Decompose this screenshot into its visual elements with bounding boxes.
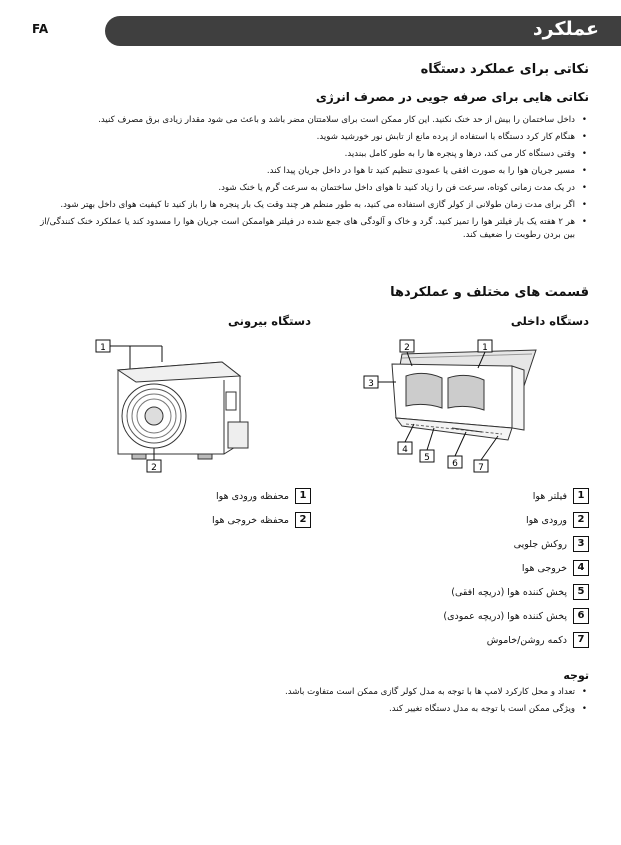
legend-number: 5	[573, 584, 589, 600]
list-item: • اگر برای مدت زمان طولانی از کولر گازی استفاده می کنید، به طور منظم هر چند وقت یک بار پنجره ها را باز کنید تا کیفیت هوای داخل بهتر شود.	[29, 199, 589, 212]
list-item: • ویژگی ممکن است با توجه به مدل دستگاه تغییر کند.	[29, 703, 589, 716]
svg-text:1: 1	[100, 343, 106, 353]
note-list	[29, 686, 589, 720]
indoor-legend	[443, 488, 589, 656]
legend-label: دکمه روشن/خاموش	[486, 634, 567, 646]
list-item: • مسیر جریان هوا را به صورت افقی یا عمودی تنظیم کنید تا هوا در داخل جریان پیدا کند.	[29, 165, 589, 178]
legend-number: 7	[573, 632, 589, 648]
legend-label: خروجی هوا	[521, 562, 567, 574]
list-item: • وقتی دستگاه کار می کند، درها و پنجره ها را به طور کامل ببندید.	[29, 148, 589, 161]
legend-label: پخش کننده هوا (دریچه افقی)	[451, 586, 567, 598]
legend-label: ورودی هوا	[525, 514, 567, 526]
legend-number: 2	[573, 512, 589, 528]
svg-text:4: 4	[402, 445, 408, 455]
section-title: نکاتی برای عملکرد دستگاه	[420, 62, 589, 77]
list-item: • داخل ساختمان را بیش از حد خنک نکنید. این کار ممکن است برای سلامتتان مضر باشد و باعث می شود مقدار زیادی برق مصرف کنید.	[29, 114, 589, 127]
list-item: • تعداد و محل کارکرد لامپ ها با توجه به مدل کولر گازی ممکن است متفاوت باشد.	[29, 686, 589, 699]
legend-item	[443, 536, 589, 552]
svg-text:6: 6	[452, 459, 458, 469]
legend-number: 1	[573, 488, 589, 504]
list-item: • در یک مدت زمانی کوتاه، سرعت فن را زیاد کنید تا هوای داخل ساختمان به سرعت گرم یا خنک شود.	[29, 182, 589, 195]
legend-number: 2	[295, 512, 311, 528]
legend-label: فیلتر هوا	[532, 490, 567, 502]
legend-label: روکش جلویی	[513, 538, 567, 550]
tips-list	[29, 114, 589, 246]
header-bar	[105, 16, 621, 46]
list-item: • هر ۲ هفته یک بار فیلتر هوا را تمیز کنید. گرد و خاک و آلودگی های جمع شده در فیلتر هواممکن است جریان هوا را مسدود کند یا عملکرد خنک کنندگی/از بین بردن رطوبت را ضعیف کند.	[29, 216, 589, 242]
indoor-unit-title: دستگاه داخلی	[510, 314, 589, 328]
legend-label: محفظه ورودی هوا	[216, 490, 289, 502]
page-title: عملکرد	[532, 18, 599, 40]
legend-item	[443, 584, 589, 600]
legend-item	[443, 632, 589, 648]
note-title: توجه	[563, 669, 589, 682]
language-code: FA	[32, 22, 49, 36]
legend-label: پخش کننده هوا (دریچه عمودی)	[443, 610, 567, 622]
legend-number: 6	[573, 608, 589, 624]
svg-text:3: 3	[368, 379, 374, 389]
svg-text:7: 7	[478, 463, 484, 473]
legend-item	[443, 488, 589, 504]
legend-label: محفظه خروجی هوا	[211, 514, 289, 526]
legend-item	[443, 560, 589, 576]
parts-heading: قسمت های مختلف و عملکردها	[390, 285, 589, 300]
list-item: • هنگام کار کرد دستگاه با استفاده از پرده مانع از تابش نور خورشید شوید.	[29, 131, 589, 144]
tips-heading: نکاتی هایی برای صرفه جویی در مصرف انرژی	[315, 90, 589, 104]
legend-number: 3	[573, 536, 589, 552]
svg-text:1: 1	[482, 343, 488, 353]
outdoor-legend	[212, 488, 311, 536]
outdoor-unit-diagram	[92, 336, 257, 476]
svg-text:5: 5	[424, 453, 430, 463]
legend-item	[212, 512, 311, 528]
outdoor-unit-title: دستگاه بیرونی	[228, 314, 311, 328]
legend-item	[443, 512, 589, 528]
legend-number: 1	[295, 488, 311, 504]
legend-item	[212, 488, 311, 504]
legend-number: 4	[573, 560, 589, 576]
legend-item	[443, 608, 589, 624]
svg-text:2: 2	[151, 463, 157, 473]
svg-text:2: 2	[404, 343, 410, 353]
indoor-unit-diagram	[362, 336, 542, 476]
